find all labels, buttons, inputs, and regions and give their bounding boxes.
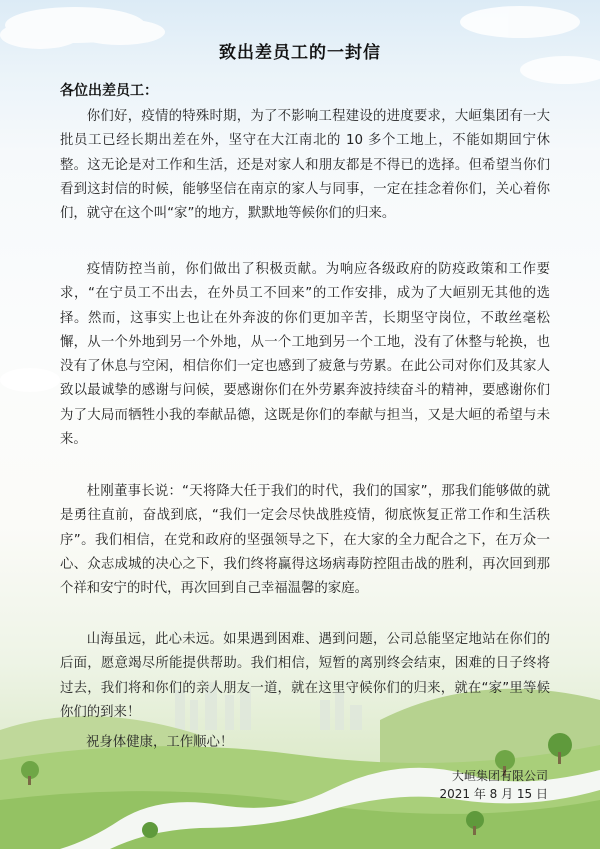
signature-company: 大峘集团有限公司 [451, 769, 548, 783]
letter-title: 致出差员工的一封信 [219, 43, 381, 63]
letter-salutation: 各位出差员工： [60, 83, 158, 99]
signature-date: 2021 年 8 月 15 日 [439, 787, 548, 801]
paragraph-4: 山海虽远，此心未远。如果遇到困难、遇到问题，公司总能坚定地站在你们的后面，愿意竭尽所能提供帮助。我们相信，短暂的离别终会结束，困难的日子终将过去，我们将和你们的亲人朋友一道，就在这里守候你们的归来，就在“家”里等候你们的到来！ [60, 632, 550, 720]
paragraph-1: 你们好，疫情的特殊时期，为了不影响工程建设的进度要求，大峘集团有一大批员工已经长期出差在外，坚守在大江南北的 10 多个工地上，不能如期回宁休整。这无论是对工作和生活，还是对家人和朋友都是不得已的选择。但希望当你们看到这封信的时候，能够坚信在南京的家人与同事，一定在挂念着你们，关心着你们，就守在这个叫“家”的地方，默默地等候你们的归来。 [60, 109, 550, 222]
paragraph-2: 疫情防控当前，你们做出了积极贡献。为响应各级政府的防疫政策和工作要求，“在宁员工不出去，在外员工不回来”的工作安排，成为了大峘别无其他的选择。然而，这事实上也让在外奔波的你们更加辛苦，长期坚守岗位，不敢丝毫松懈，从一个外地到另一个外地，从一个工地到另一个工地，没有了休整与轮换，也没有了休息与空闲，相信你们一定也感到了疲惫与劳累。在此公司对你们及其家人致以最诚挚的感谢与问候，要感谢你们在外劳累奔波持续奋斗的精神，要感谢你们为了大局而牺牲小我的奉献品德，这既是你们的奉献与担当，又是大峘的希望与未来。 [60, 262, 550, 448]
signature-block [439, 767, 548, 803]
paragraph-3: 杜刚董事长说：“天将降大任于我们的时代，我们的国家”，那我们能够做的就是勇往直前，奋战到底，“我们一定会尽快战胜疫情，彻底恢复正常工作和生活秩序”。我们相信，在党和政府的坚强领导之下，在大家的全力配合之下，在万众一心、众志成城的决心之下，我们终将赢得这场病毒防控阻击战的胜利，再次回到那个祥和安宁的时代，再次回到自己幸福温馨的家庭。 [60, 484, 550, 597]
closing-wish: 祝身体健康，工作顺心！ [86, 735, 234, 750]
